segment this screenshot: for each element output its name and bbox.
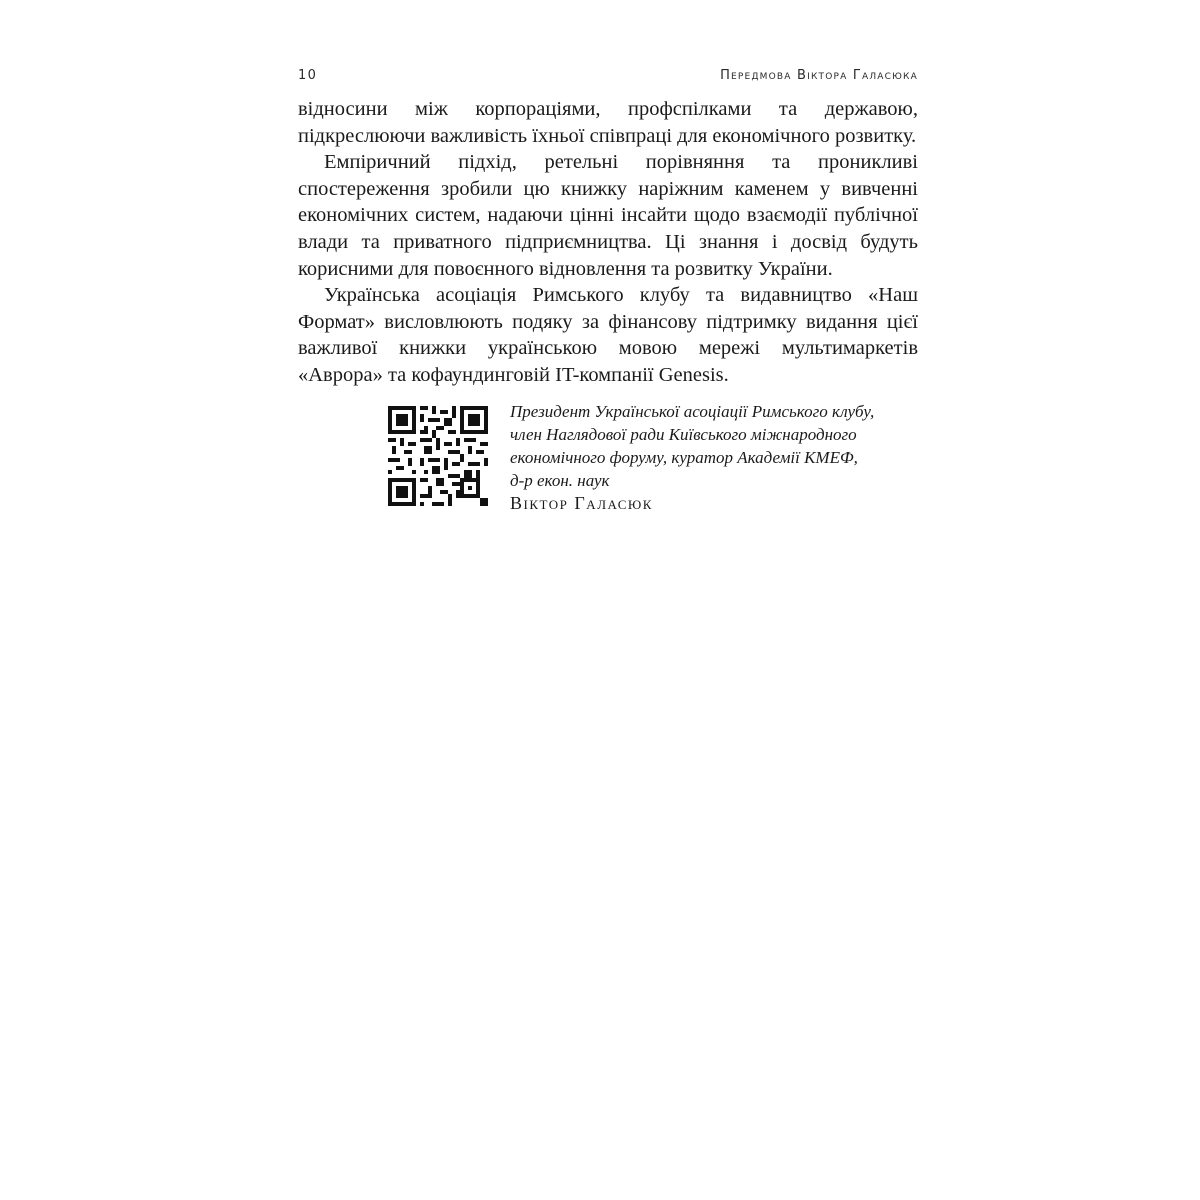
body-text bbox=[298, 96, 918, 389]
qr-code-icon bbox=[388, 406, 488, 506]
signature-block bbox=[388, 400, 928, 513]
signature-role-line: д-р екон. наук bbox=[510, 471, 610, 490]
signature-name: Віктор Галасюк bbox=[510, 493, 653, 513]
signature-role-line: економічного форуму, куратор Академії КМЕФ, bbox=[510, 448, 858, 467]
signature-text bbox=[510, 400, 930, 515]
paragraph-empirical-approach: Емпіричний підхід, ретельні порівняння та проникливі спостереження зробили цю книжку наріжним каменем у вивченні економічних систем, надаючи цінні інсайти щодо взаємодії публічної влади та приватного підприємництва. Ці знання і досвід будуть корисними для повоєнного відновлення та розвитку України. bbox=[298, 151, 918, 280]
paragraph-continuation: відносини між корпораціями, профспілками та державою, підкреслюючи важливість їхньої співпраці для економічного розвитку. bbox=[298, 98, 918, 147]
signature-role-line: Президент Української асоціації Римського клубу, bbox=[510, 402, 875, 421]
running-title: Передмова Віктора Галасюка bbox=[720, 68, 918, 83]
paragraph-acknowledgements: Українська асоціація Римського клубу та видавництво «Наш Формат» висловлюють подяку за фінансову підтримку видання цієї важливої книжки українською мовою мережі мультимаркетів «Аврора» та кофаундинговій IT-компанії Genesis. bbox=[298, 284, 918, 386]
page-number: 10 bbox=[298, 68, 318, 83]
signature-role-line: член Наглядової ради Київського міжнародного bbox=[510, 425, 857, 444]
book-page bbox=[298, 60, 918, 389]
running-head bbox=[298, 60, 918, 90]
